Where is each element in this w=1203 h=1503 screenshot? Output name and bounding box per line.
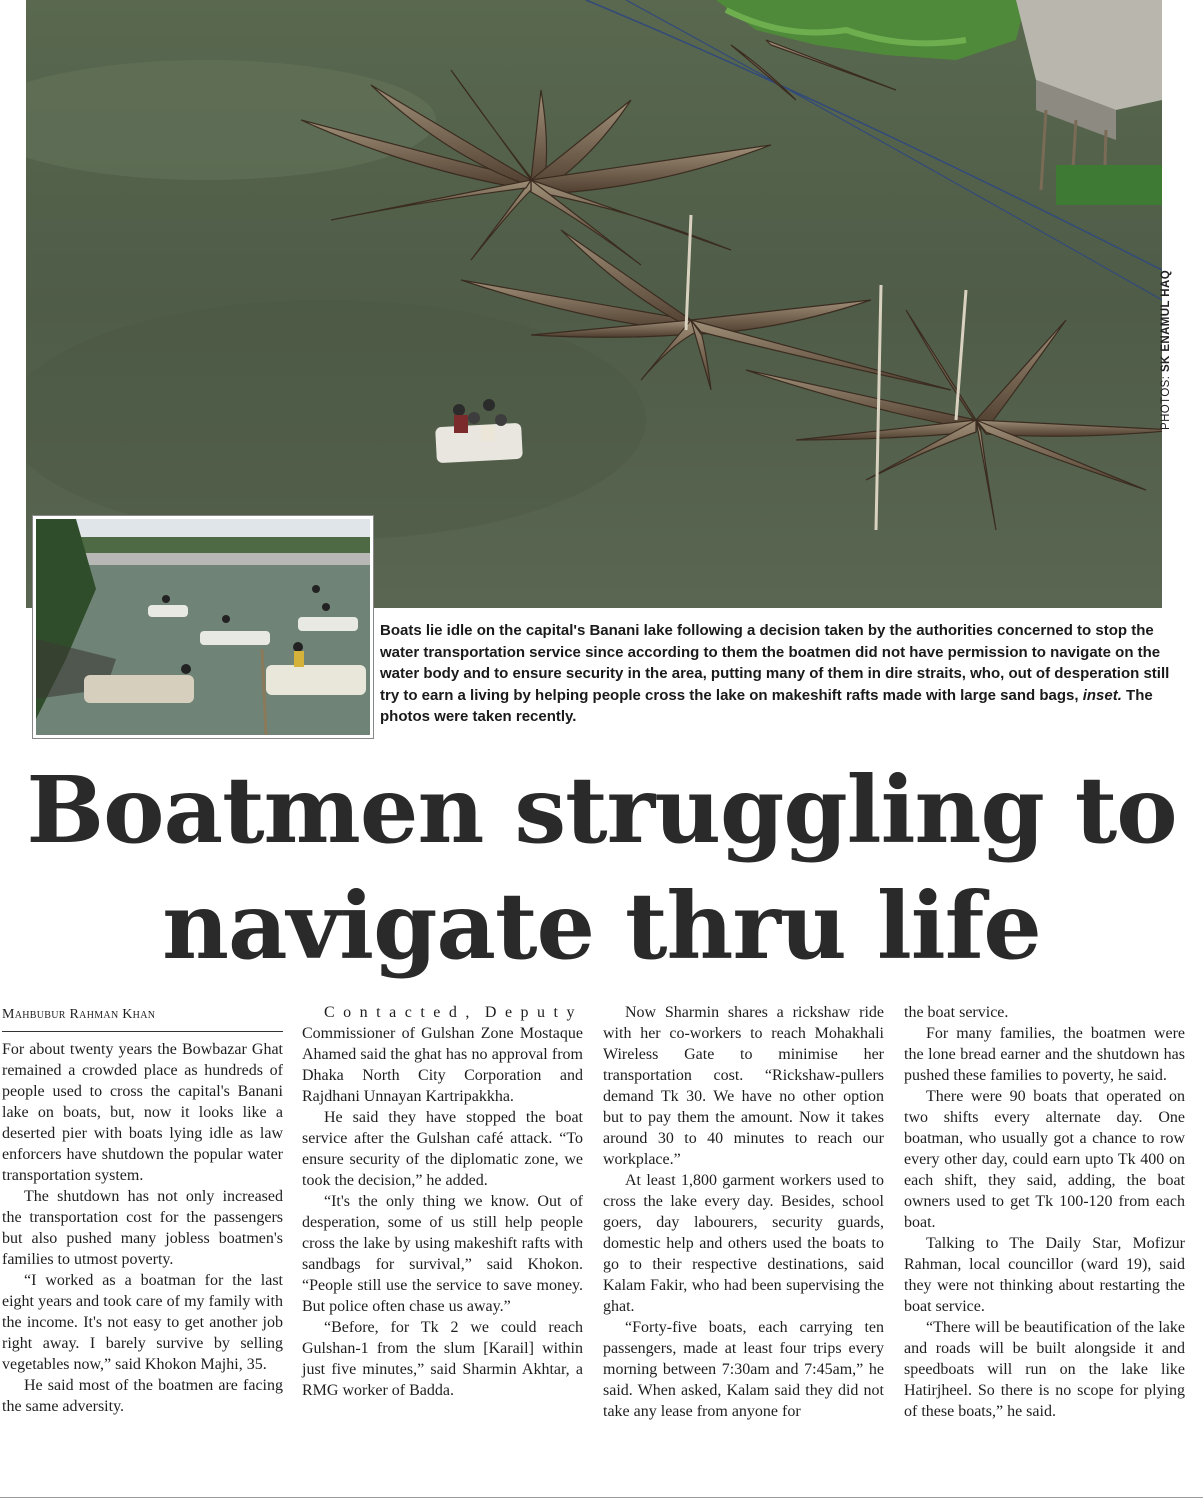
photo-caption bbox=[380, 620, 1175, 728]
article-column-3 bbox=[603, 1002, 884, 1422]
paragraph: He said most of the boatmen are facing the same adversity. bbox=[2, 1377, 283, 1415]
caption-main: Boats lie idle on the capital's Banani lake following a decision taken by the authorities concerned to stop the water transportation service since according to them the boatmen did not have permission to navigate on the water body and to ensure security in the area, putting many of them in dire straits, who, out of desperation still try to earn a living by helping people cross the lake on makeshift rafts made with large sand bags, bbox=[380, 622, 1170, 704]
paragraph: For many families, the boatmen were the lone bread earner and the shutdown has pushed these families to poverty, he said. bbox=[904, 1025, 1185, 1084]
paragraph: Commissioner of Gulshan Zone Mostaque Ahamed said the ghat has no approval from Dhaka North City Corporation and Rajdhani Unnayan Kartripakkha. bbox=[302, 1025, 583, 1105]
paragraph: “Forty-five boats, each carrying ten passengers, made at least four trips every morning between 7:30am and 7:45am,” he said. When asked, Kalam said they did not take any lease from anyone for bbox=[603, 1319, 884, 1420]
paragraph: At least 1,800 garment workers used to cross the lake every day. Besides, school goers, day labourers, security guards, domestic help and others used the boats to go to their respective destinations, said Kalam Fakir, who had been supervising the ghat. bbox=[603, 1172, 884, 1315]
paragraph: Talking to The Daily Star, Mofizur Rahman, local councillor (ward 19), said they were not thinking about restarting the boat service. bbox=[904, 1235, 1185, 1315]
paragraph: “I worked as a boatman for the last eight years and took care of my family with the income. It's not easy to get another job right away. I barely survive by selling vegetables now,” said Khokon Majhi, 35. bbox=[2, 1272, 283, 1373]
headline bbox=[0, 752, 1203, 984]
paragraph: There were 90 boats that operated on two shifts every alternate day. One boatman, who usually got a chance to row every other day, could earn upto Tk 400 on each shift, they said, adding, the boat owners used to get Tk 100-120 from each boat. bbox=[904, 1088, 1185, 1231]
article-column-4 bbox=[904, 1002, 1185, 1422]
inset-photo-rafts bbox=[33, 516, 373, 738]
paragraph: For about twenty years the Bowbazar Ghat remained a crowded place as hundreds of people used to cross the capital's Banani lake on boats, but, now it looks like a deserted pier with boats lying idle as law enforcers have shutdown the popular water transportation system. bbox=[2, 1041, 283, 1184]
byline: Mahbubur Rahman Khan bbox=[2, 1004, 283, 1032]
paragraph: He said they have stopped the boat service after the Gulshan café attack. “To ensure security of the diplomatic zone, we took the decision,” he added. bbox=[302, 1109, 583, 1189]
paragraph: Now Sharmin shares a rickshaw ride with her co-workers to reach Mohakhali Wireless Gate to minimise her transportation cost. “Rickshaw-pullers demand Tk 30. We have no other option but to pay them the amount. Now it takes around 30 to 40 minutes to reach our workplace.” bbox=[603, 1004, 884, 1168]
paragraph: “Before, for Tk 2 we could reach Gulshan-1 from the slum [Karail] within just five minutes,” said Sharmin Akhtar, a RMG worker of Badda. bbox=[302, 1319, 583, 1399]
article-column-2 bbox=[302, 1002, 583, 1401]
paragraph: “It's the only thing we know. Out of desperation, some of us still help people cross the lake by using makeshift rafts with sandbags for survival,” said Khokon. “People still use the service to save money. But police often chase us away.” bbox=[302, 1193, 583, 1315]
headline-line-2: navigate thru life bbox=[162, 872, 1041, 980]
paragraph: “There will be beautification of the lake and roads will be built alongside it and speedboats will run on the lake like Hatirjheel. So there is no scope for plying of these boats,” he said. bbox=[904, 1319, 1185, 1420]
bottom-divider bbox=[0, 1497, 1203, 1498]
first-line-rest: Deputy bbox=[484, 1004, 583, 1021]
headline-line-1: Boatmen struggling to bbox=[26, 756, 1177, 864]
first-word: Contacted, bbox=[324, 1004, 478, 1021]
caption-inset-word: inset. bbox=[1082, 686, 1122, 704]
photo-credit-prefix: PHOTOS: bbox=[1160, 372, 1172, 430]
article-column-1 bbox=[2, 1002, 283, 1417]
paragraph: The shutdown has not only increased the transportation cost for the passengers but also pushed many jobless boatmen's families to utmost poverty. bbox=[2, 1188, 283, 1268]
paragraph-first-line bbox=[302, 1002, 583, 1023]
photo-credit-name: SK ENAMUL HAQ bbox=[1160, 269, 1172, 373]
paragraph: the boat service. bbox=[904, 1004, 1009, 1021]
caption-tail: The photos were taken recently. bbox=[380, 686, 1153, 725]
rafts-illustration bbox=[36, 519, 370, 735]
photo-credit bbox=[1160, 250, 1186, 430]
